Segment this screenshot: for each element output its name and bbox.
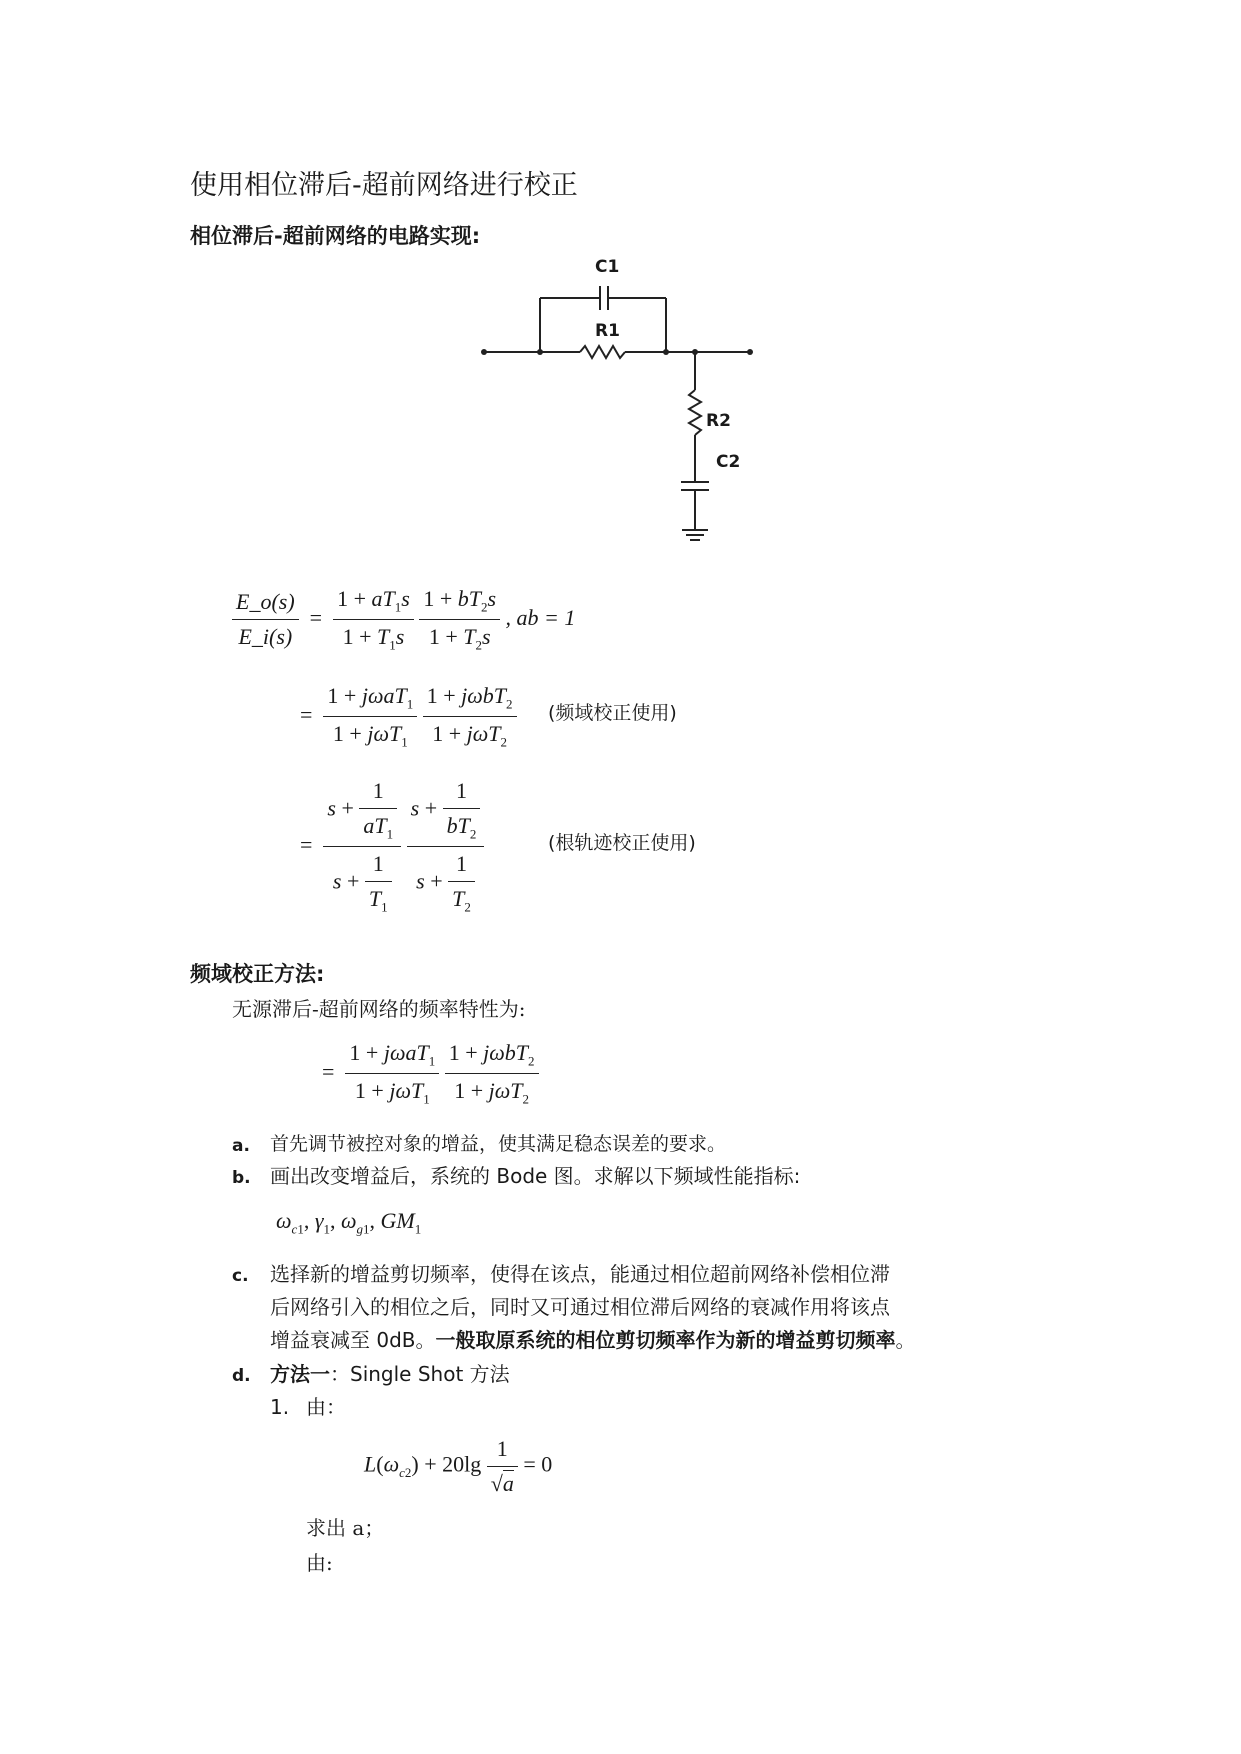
eq1-tail: , ab = 1 [505,604,576,630]
c2-label: C2 [716,452,741,472]
c1-label: C1 [595,257,620,277]
eq3-note: (根轨迹校正使用) [548,832,696,854]
solve-a-text: 求出 a； [306,1516,385,1540]
eq1-lhs-den: E_i(s) [238,624,293,650]
step1-text: 由： [306,1395,346,1419]
r2-resistor [689,390,701,435]
frequency-char-eq: = $\frac{1 + j\omega aT_1}{1 + j\omega T_1}$ $\frac{1 + j\omega bT_2}{1 + j\omega T_2}$ [322,1040,539,1108]
r2-label: R2 [706,411,731,431]
item-c-line3-bold: 一般取原系统的相位剪切频率作为新的增益剪切频率 [435,1328,896,1352]
item-b-label: b. [232,1168,251,1188]
you-text: 由: [306,1551,333,1575]
item-b-text: 画出改变增益后，系统的 Bode 图。求解以下频域性能指标: [270,1164,801,1188]
item-d-label: d. [232,1366,251,1386]
transfer-function-eq: $\frac{E\_o(s)}{E\_i(s)}$ = $\frac{1 + aT_1s}{1 + T_1s}$ $\frac{1 + bT_2s}{1 + T_2s}$ , ab = 1 [232,586,575,654]
item-a-text: 首先调节被控对象的增益，使其满足稳态误差的要求。 [270,1133,727,1155]
item-c-label: c. [232,1266,249,1286]
magnitude-eq: $L(\omega_{c2}) + 20\lg$ $\frac{1}{√a}$ = 0 [364,1436,553,1496]
item-d-text [270,1358,510,1391]
r1-label: R1 [595,321,620,341]
step1-label: 1. [270,1395,290,1419]
circuit-diagram [470,250,770,550]
eq1-lhs-num: E_o(s) [232,589,299,620]
frequency-eq: = $\frac{1 + j\omega aT_1}{1 + j\omega T_1}$ $\frac{1 + j\omega bT_2}{1 + j\omega T_2}$ [300,683,517,751]
performance-indices-eq: $\omega_{c1}$, $\gamma_1$, $\omega_{g1}$, $GM_1$ [276,1208,422,1237]
page-title: 使用相位滞后-超前网络进行校正 [190,170,578,201]
root-locus-eq: = s + $\frac{1}{aT_1}$ s + $\frac{1}{T_1}$ s + $\frac{1}{bT_2}$ s + $\frac{1}{T_2}$ [300,778,484,916]
item-c-line2: 后网络引入的相位之后，同时又可通过相位滞后网络的衰减作用将该点 [270,1295,890,1319]
section-frequency-heading: 频域校正方法: [190,962,325,986]
item-c-text [270,1258,1170,1357]
item-c-line3-end: 。 [895,1328,916,1352]
intro-text: 无源滞后-超前网络的频率特性为: [232,997,526,1021]
eq2-note: (频域校正使用) [548,702,677,724]
section-circuit-heading: 相位滞后-超前网络的电路实现: [190,224,481,248]
item-c-line3-plain: 增益衰减至 0dB。 [270,1328,436,1352]
item-d-bold: 方法一 [270,1362,330,1386]
item-d-rest: ：Single Shot 方法 [330,1362,510,1386]
r1-resistor [580,346,625,358]
item-c-line1: 选择新的增益剪切频率，使得在该点，能通过相位超前网络补偿相位滞 [270,1262,890,1286]
item-c-line3 [270,1324,1170,1357]
item-a-label: a. [232,1136,250,1156]
